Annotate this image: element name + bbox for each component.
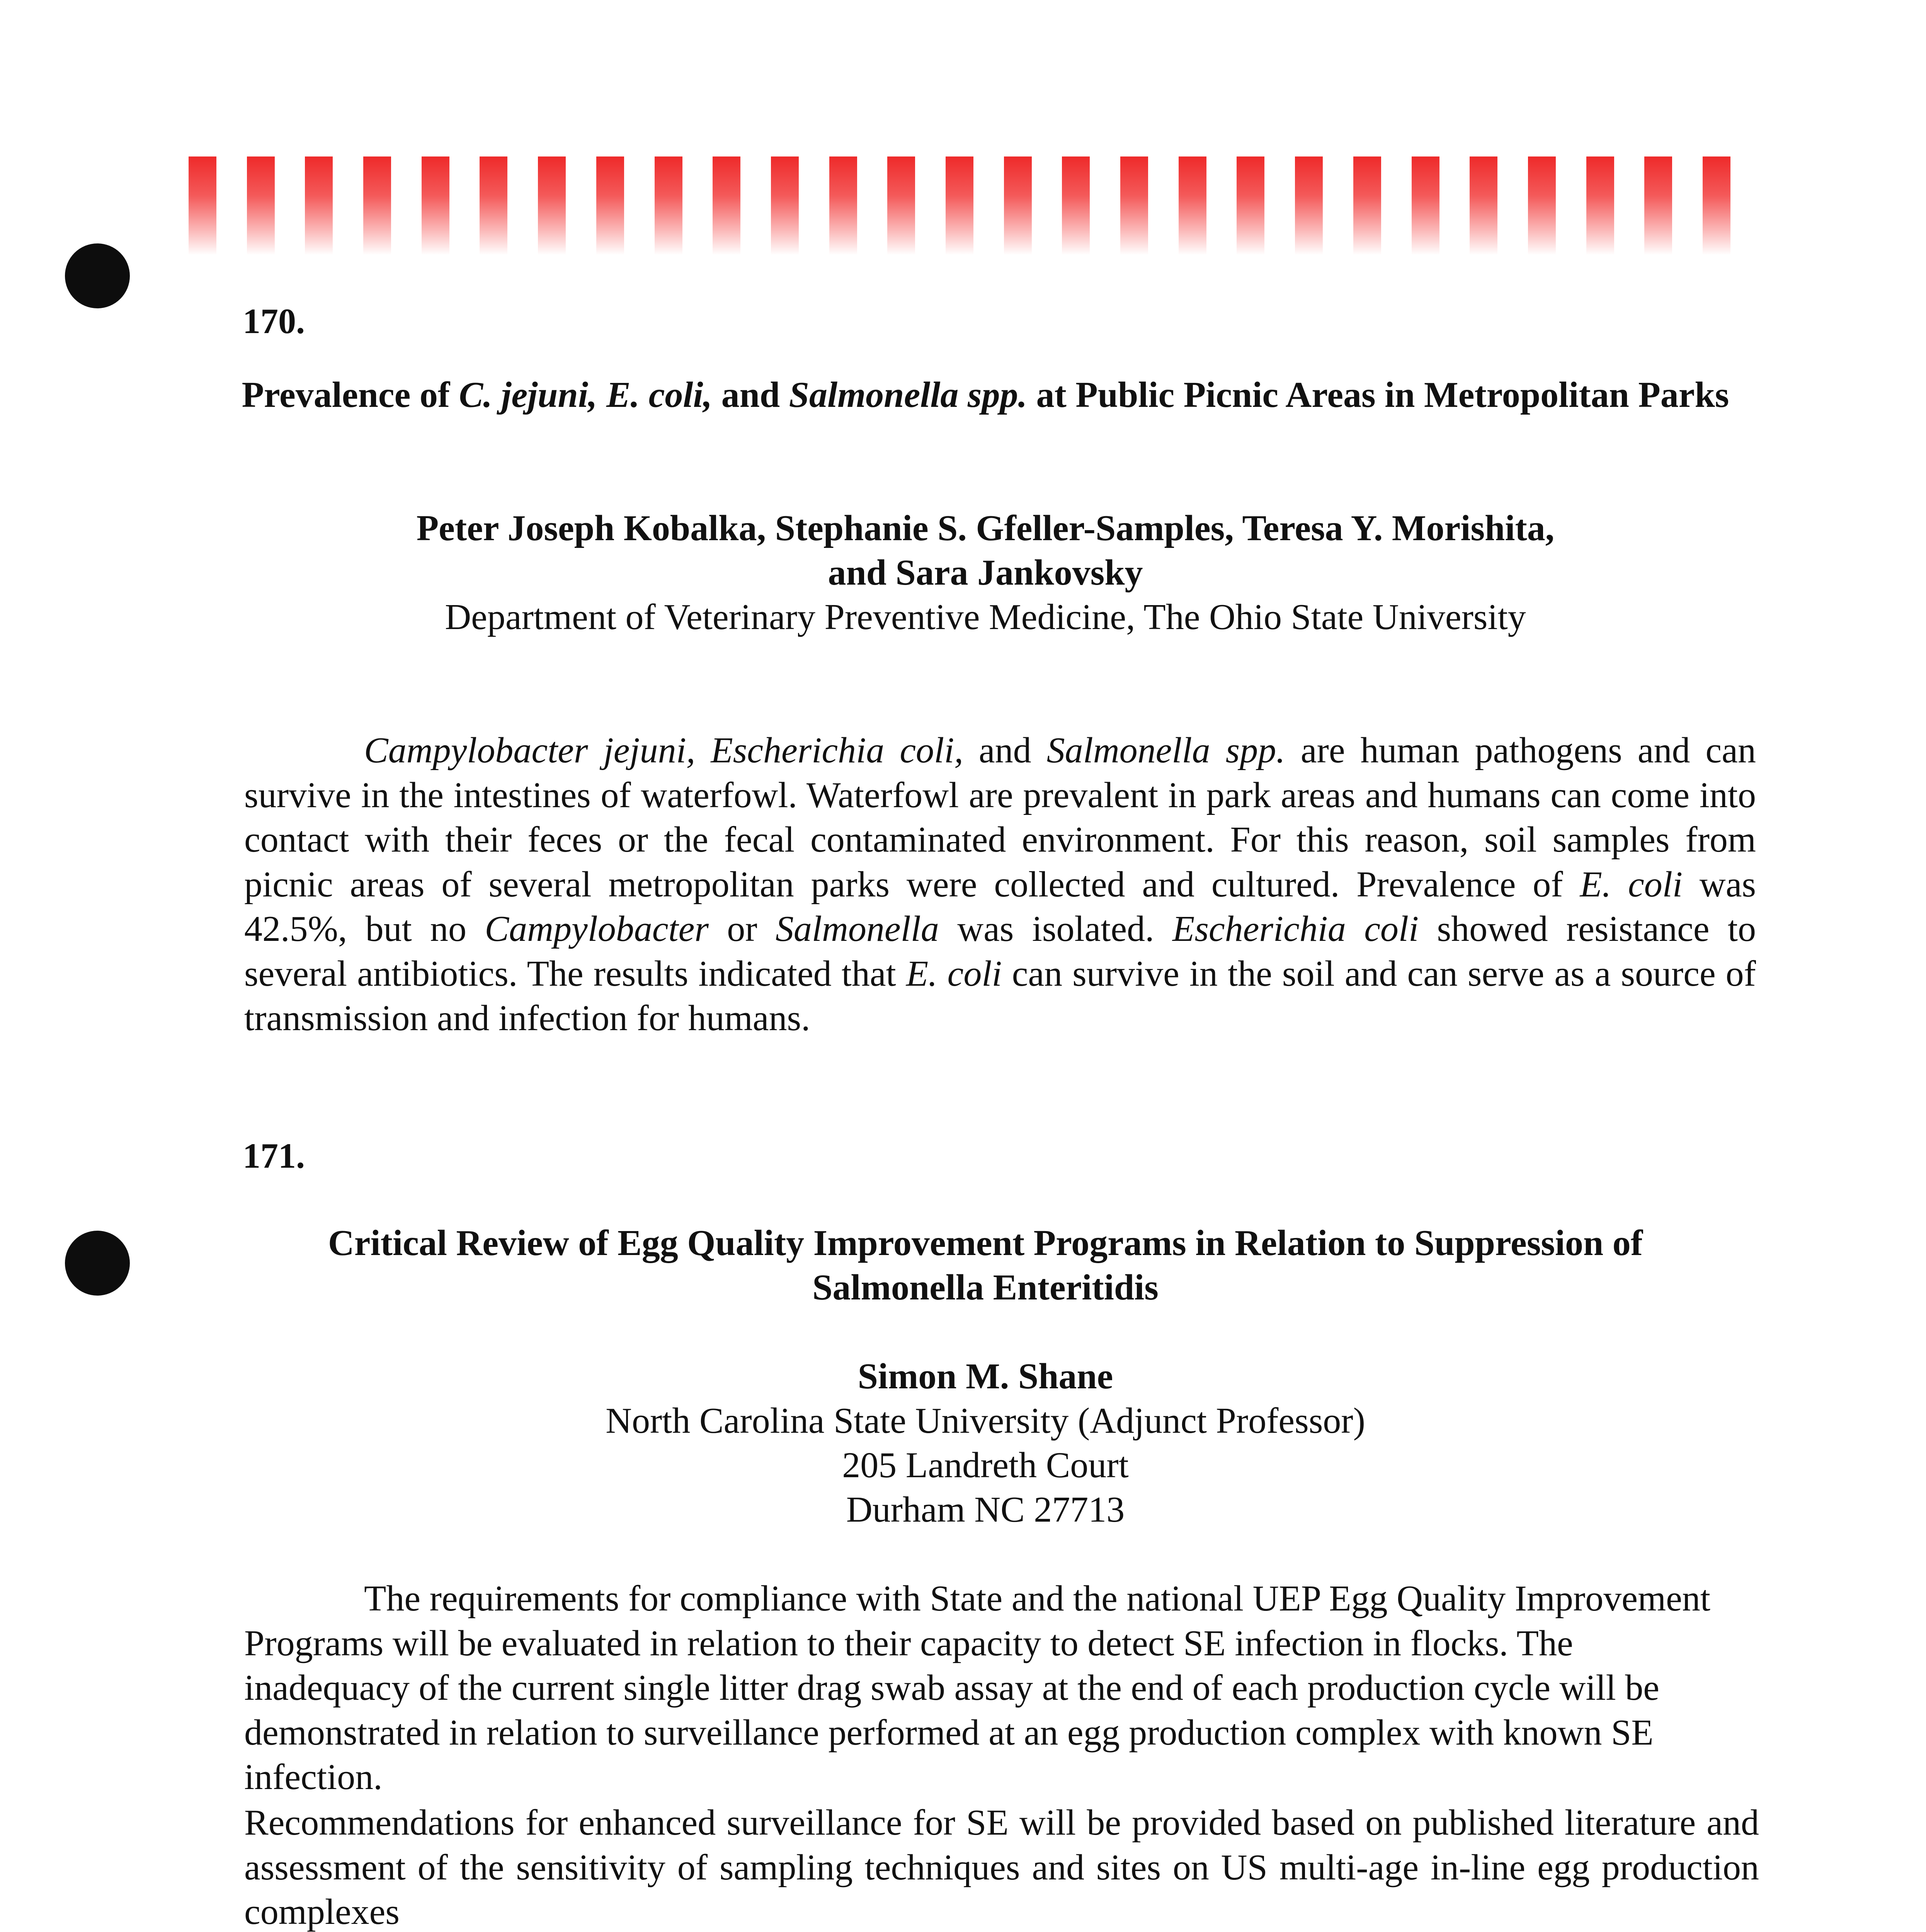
binder-hole-middle [65, 1231, 130, 1296]
binder-hole-top [65, 243, 130, 308]
header-stripe [829, 156, 857, 255]
header-stripe [1644, 156, 1672, 255]
species-italic: Salmonella spp. [1046, 730, 1285, 770]
header-stripe [538, 156, 566, 255]
abstract-170-byline [232, 506, 1739, 639]
body-text: and [963, 730, 1047, 770]
title-species-italic: C. jejuni, E. coli, [459, 375, 713, 415]
body-text: showed resistance to several antibiotics. The results indicated that [244, 909, 1756, 994]
species-italic: Campylobacter jejuni, Escherichia coli, [364, 730, 963, 770]
species-italic: Salmonella [775, 909, 939, 949]
title-text: and [712, 375, 789, 415]
header-stripe [1062, 156, 1090, 255]
abstract-171-body-p1 [244, 1577, 1728, 1800]
abstract-170-number: 170. [243, 301, 305, 341]
species-italic: Escherichia coli [1172, 909, 1419, 949]
header-stripe [1703, 156, 1730, 255]
header-stripe [1412, 156, 1439, 255]
header-stripe [247, 156, 275, 255]
title-text: at Public Picnic Areas in Metropolitan Parks [1027, 375, 1729, 415]
header-stripe [1179, 156, 1206, 255]
species-italic: Campylobacter [485, 909, 709, 949]
abstract-170-authors-line1: Peter Joseph Kobalka, Stephanie S. Gfeller-Samples, Teresa Y. Morishita, [416, 508, 1555, 548]
header-stripe [189, 156, 216, 255]
title-species-italic: Salmonella spp. [789, 375, 1027, 415]
header-stripe [1470, 156, 1497, 255]
header-stripe [1295, 156, 1323, 255]
header-stripe [1120, 156, 1148, 255]
header-stripe [422, 156, 449, 255]
abstract-171-body-p2: Recommendations for enhanced surveillance for SE will be provided based on published literature and assessment of the sensitivity of sampling techniques and sites on US multi-age in-line egg production complexes [244, 1803, 1759, 1932]
header-stripe [887, 156, 915, 255]
header-stripe [1528, 156, 1556, 255]
header-stripe [1353, 156, 1381, 255]
abstract-171-byline [232, 1354, 1739, 1532]
species-italic: E. coli [906, 953, 1002, 994]
abstract-171-author: Simon M. Shane [858, 1356, 1113, 1396]
header-stripe [655, 156, 682, 255]
header-stripe [596, 156, 624, 255]
abstract-171-affiliation-line2: 205 Landreth Court [842, 1445, 1129, 1485]
body-text: can survive in the soil and can serve as a source of transmission and infection for humans. [244, 953, 1756, 1038]
abstract-170-title [232, 373, 1739, 417]
abstract-171-number: 171. [243, 1136, 305, 1175]
abstract-170-body [244, 728, 1756, 1041]
header-stripe [305, 156, 333, 255]
header-stripe [946, 156, 973, 255]
species-italic: E. coli [1580, 864, 1683, 905]
body-text: was isolated. [939, 909, 1172, 949]
abstract-170-affiliation: Department of Veterinary Preventive Medicine, The Ohio State University [445, 597, 1526, 637]
body-text: was 42.5%, but no [244, 864, 1756, 949]
header-stripe [480, 156, 507, 255]
abstract-171-title: Critical Review of Egg Quality Improvement Programs in Relation to Suppression of Salmonella Enteritidis [328, 1223, 1643, 1308]
header-stripe [363, 156, 391, 255]
header-stripe [1237, 156, 1264, 255]
abstract-171-affiliation-line1: North Carolina State University (Adjunct Professor) [606, 1401, 1365, 1441]
body-text: The requirements for compliance with State and the national UEP Egg Quality Improvement Programs will be evaluated in relation to their capacity to detect SE infection in flocks. The inadequacy of the current single litter drag swab assay at the end of each production cycle will be demonstrated in relation to surveillance performed at an egg production complex with known SE infection. [244, 1578, 1710, 1797]
body-text: are human pathogens and can survive in the intestines of waterfowl. Waterfowl are prevalent in park areas and humans can come into contact with their feces or the fecal contaminated environment. For this reason, soil samples from picnic areas of several metropolitan parks were collected and cultured. Prevalence of [244, 730, 1756, 905]
header-stripe [713, 156, 740, 255]
header-stripe [1004, 156, 1032, 255]
header-stripe-decoration [189, 156, 1730, 255]
abstract-170-authors-line2: and Sara Jankovsky [828, 553, 1143, 593]
header-stripe [771, 156, 799, 255]
body-text: or [708, 909, 776, 949]
abstract-171-affiliation-line3: Durham NC 27713 [846, 1490, 1125, 1530]
title-text: Prevalence of [242, 375, 459, 415]
header-stripe [1586, 156, 1614, 255]
